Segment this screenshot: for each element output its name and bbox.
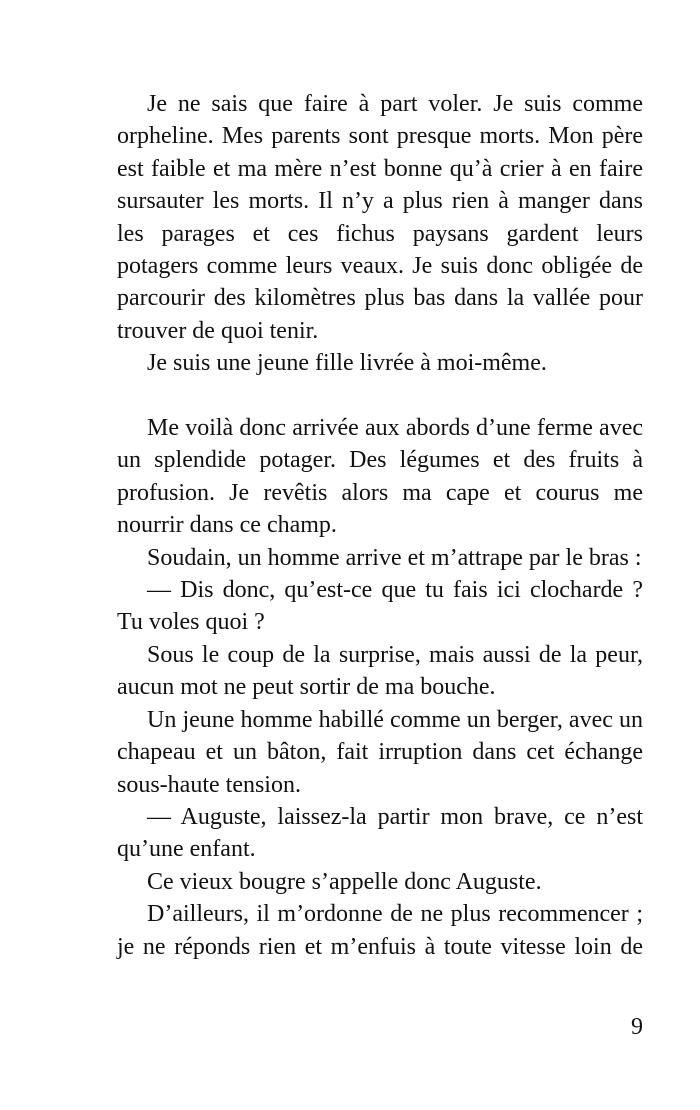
paragraph-2: Je suis une jeune fille livrée à moi-même. bbox=[147, 350, 547, 377]
page-body bbox=[117, 88, 643, 963]
paragraph-7: Un jeune homme habillé comme un berger, avec un chapeau et un bâton, fait irruption dans cet échange sous-haute tension. bbox=[117, 706, 643, 798]
paragraph-6: Sous le coup de la surprise, mais aussi de la peur, aucun mot ne peut sortir de ma bouche. bbox=[117, 641, 643, 701]
paragraph-10: D’ailleurs, il m’ordonne de ne plus recommencer ; je ne réponds rien et m’enfuis à toute vitesse loin de bbox=[117, 901, 643, 960]
paragraph-9: Ce vieux bougre s’appelle donc Auguste. bbox=[147, 868, 542, 895]
paragraph-5: — Dis donc, qu’est-ce que tu fais ici clocharde ? Tu voles quoi ? bbox=[117, 577, 643, 636]
paragraph-4: Soudain, un homme arrive et m’attrape par le bras : bbox=[147, 544, 642, 571]
page-number: 9 bbox=[631, 1014, 643, 1040]
paragraph-3: Me voilà donc arrivée aux abords d’une ferme avec un splendide potager. Des légumes et des fruits à profusion. Je revêtis alors ma cape et courus me nourrir dans ce champ. bbox=[117, 415, 643, 539]
section-break bbox=[117, 380, 643, 412]
paragraph-8: — Auguste, laissez-la partir mon brave, ce n’est qu’une enfant. bbox=[117, 803, 643, 863]
paragraph-1: Je ne sais que faire à part voler. Je suis comme orpheline. Mes parents sont presque morts. Mon père est faible et ma mère n’est bonne qu’à crier à en faire sursauter les morts. Il n’y a plus rien à manger dans les parages et ces fichus paysans gardent leurs potagers comme leurs veaux. Je suis donc obligée de parcourir des kilomètres plus bas dans la vallée pour trouver de quoi tenir. bbox=[117, 91, 643, 344]
